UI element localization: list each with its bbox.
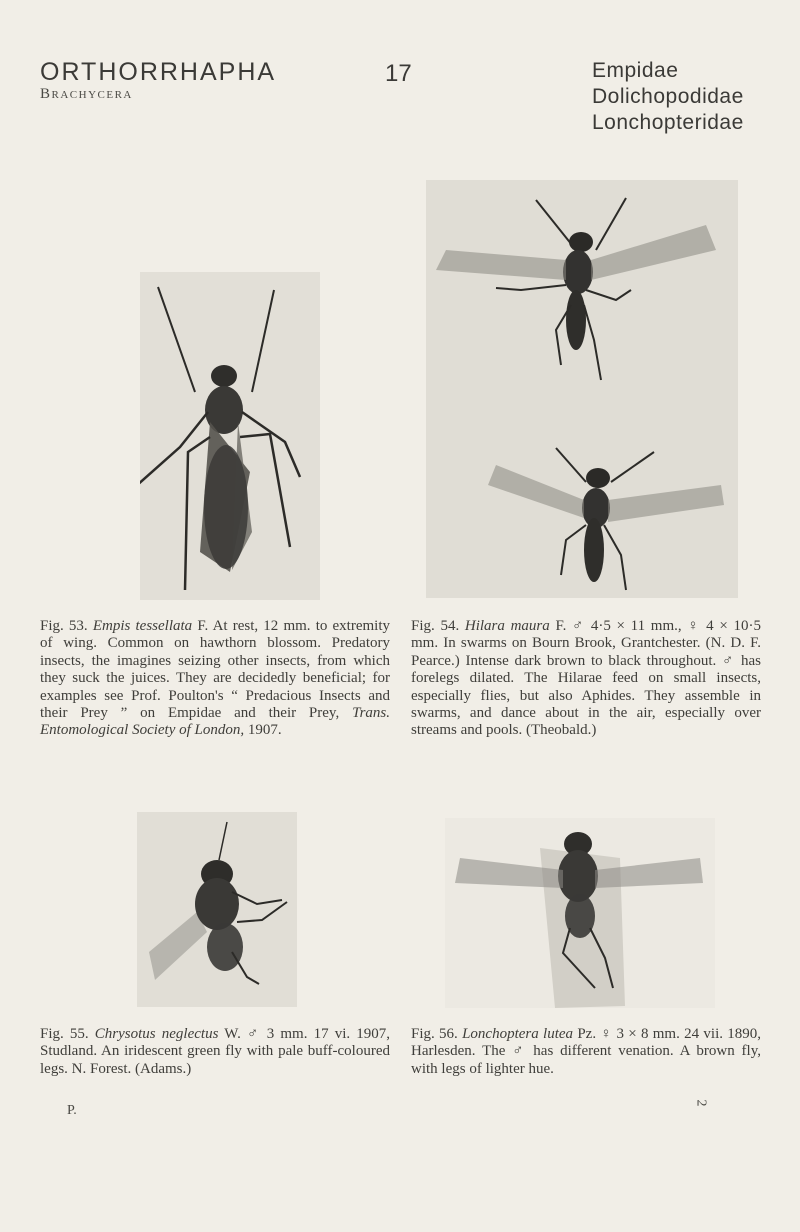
figure-53-photo (140, 272, 320, 600)
fig-55-species: Chrysotus neglectus (94, 1026, 219, 1042)
page-number: 17 (385, 60, 412, 87)
figure-54-caption (411, 618, 761, 740)
chrysotus-fly-illustration (137, 812, 297, 1007)
running-head-left (40, 58, 276, 103)
family-lonchopteridae: Lonchopteridae (592, 111, 744, 134)
fig-56-label: Fig. 56. (411, 1026, 458, 1042)
suborder-title: Brachycera (40, 86, 133, 102)
figure-55-photo (137, 812, 297, 1007)
fig-54-body: F. ♂ 4·5 × 11 mm., ♀ 4 × 10·5 mm. In swarms on Bourn Brook, Grantchester. (N. D. F. Pearce.) Intense dark brown to black throughout. ♂ has forelegs dilated. The Hilarae feed on small insects, especially flies, but also Aphides. They assemble in swarms, and dance about in the air, especially over streams and pools. (Theobald.) (411, 618, 761, 739)
fig-56-body: Pz. ♀ 3 × 8 mm. 24 vii. 1890, Harlesden. The ♂ has different venation. A brown fly, with legs of lighter hue. (411, 1026, 762, 1077)
hilara-pair-illustration (426, 180, 738, 598)
fig-55-body: W. ♂ 3 mm. 17 vi. 1907, Studland. An iridescent green fly with pale buff-coloured legs. N. Forest. (Adams.) (40, 1026, 391, 1077)
fig-56-species: Lonchoptera lutea (462, 1026, 574, 1042)
family-dolichopodidae: Dolichopodidae (592, 85, 744, 108)
family-empidae: Empidae (592, 59, 679, 82)
fig-53-reference: Trans. Entomological Society of London, (40, 705, 391, 739)
fig-53-species: Empis tessellata (92, 618, 193, 634)
lonchoptera-fly-illustration (445, 818, 715, 1008)
figure-56-caption (411, 1026, 761, 1078)
figure-56-photo (445, 818, 715, 1008)
order-title: ORTHORRHAPHA (40, 58, 277, 86)
fig-53-label: Fig. 53. (40, 618, 88, 634)
fig-54-species: Hilara maura (464, 618, 550, 634)
fig-53-body: F. At rest, 12 mm. to extremity of wing. Common on hawthorn blossom. Predatory insects, the imagines seizing other insects, from which they suck the juices. They are decidedly beneficial; for examples see Prof. Poulton's “ Predacious Insects and their Prey ” on Empidae and their Prey, (40, 618, 391, 722)
figure-53-caption (40, 618, 390, 740)
fig-53-year: 1907. (247, 722, 282, 739)
fig-55-label: Fig. 55. (40, 1026, 89, 1042)
figure-55-caption (40, 1026, 390, 1078)
fig-54-label: Fig. 54. (411, 618, 460, 634)
figure-54-photo (426, 180, 738, 598)
family-list (592, 58, 744, 136)
sheet-number: 2 (693, 1099, 709, 1107)
signature-mark: P. (67, 1103, 77, 1118)
empis-fly-illustration (140, 272, 320, 600)
